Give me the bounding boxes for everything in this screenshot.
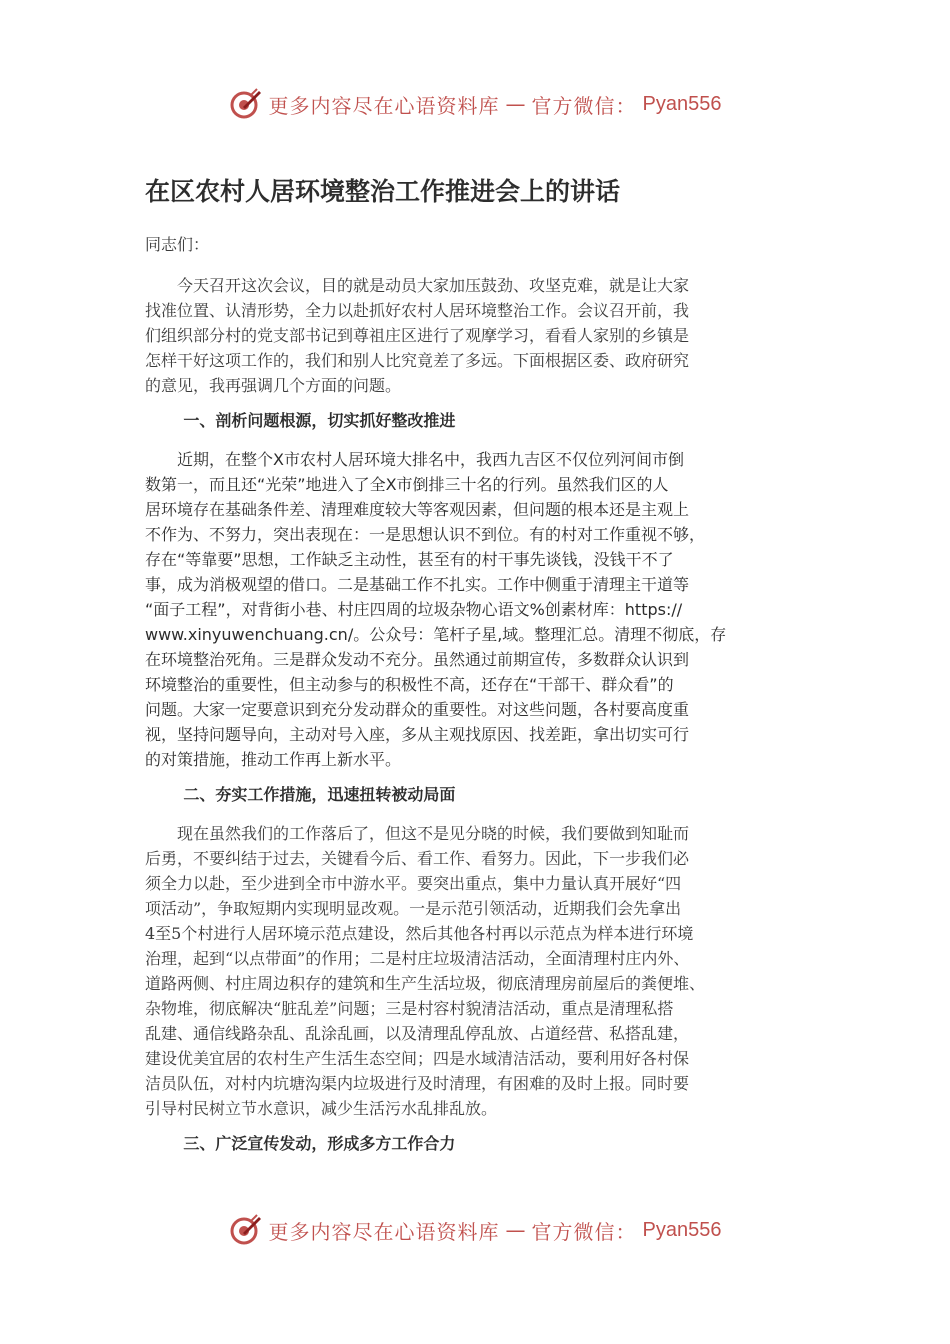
intro-line: 的意见，我再强调几个方面的问题。 <box>145 376 402 395</box>
watermark-separator: — <box>505 92 526 116</box>
section1-line: 不作为、不努力，突出表现在：一是思想认识不到位。有的村对工作重视不够， <box>145 525 706 544</box>
section1-line: 环境整治的重要性，但主动参与的积极性不高，还存在“干部干、群众看”的 <box>145 675 674 694</box>
section2-line: 道路两侧、村庄周边积存的建筑和生产生活垃圾，彻底清理房前屋后的粪便堆、 <box>145 974 706 993</box>
watermark-text: 更多内容尽在心语资料库 <box>268 93 500 118</box>
section-heading-3: 三、广泛宣传发动，形成多方工作合力 <box>183 1134 456 1153</box>
watermark-label: 官方微信： <box>531 93 637 118</box>
section2-line: 后勇，不要纠结于过去，关键看今后、看工作、看努力。因此，下一步我们必 <box>145 849 690 868</box>
section2-line: 治理，起到“以点带面”的作用；二是村庄垃圾清洁活动，全面清理村庄内外、 <box>145 949 690 968</box>
intro-line: 怎样干好这项工作的，我们和别人比究竟差了多远。下面根据区委、政府研究 <box>145 351 690 370</box>
section1-line: “面子工程”，对背街小巷、村庄四周的垃圾杂物心语文%创素材库：https:// <box>145 600 683 619</box>
section1-line: www.xinyuwenchuang.cn/。公众号：笔杆子星,域。整理汇总。清理不彻底，存 <box>145 625 727 644</box>
section-heading-1: 一、剖析问题根源，切实抓好整改推进 <box>183 411 456 430</box>
watermark-text: 更多内容尽在心语资料库 <box>268 1219 500 1244</box>
section2-paragraph <box>145 821 807 1121</box>
intro-line: 找准位置、认清形势，全力以赴抓好农村人居环境整治工作。会议召开前，我 <box>145 301 690 320</box>
intro-line: 今天召开这次会议，目的就是动员大家加压鼓劲、攻坚克难，就是让大家 <box>177 276 690 295</box>
section1-line: 在环境整治死角。三是群众发动不充分。虽然通过前期宣传，多数群众认识到 <box>145 650 690 669</box>
section1-line: 居环境存在基础条件差、清理难度较大等客观因素，但问题的根本还是主观上 <box>145 500 690 519</box>
section2-line: 项活动”，争取短期内实现明显改观。一是示范引领活动，近期我们会先拿出 <box>145 899 682 918</box>
section1-line: 问题。大家一定要意识到充分发动群众的重要性。对这些问题，各村要高度重 <box>145 700 690 719</box>
section2-line: 建设优美宜居的农村生产生活生态空间；四是水域清洁活动，要利用好各村保 <box>145 1049 690 1068</box>
section1-line: 存在“等靠要”思想，工作缺乏主动性，甚至有的村干事先谈钱，没钱干不了 <box>145 550 674 569</box>
section2-line: 洁员队伍，对村内坑塘沟渠内垃圾进行及时清理，有困难的及时上报。同时要 <box>145 1074 690 1093</box>
section1-line: 近期，在整个X市农村人居环境大排名中，我西九吉区不仅位列河间市倒 <box>177 450 684 469</box>
section2-line: 4至5个村进行人居环境示范点建设，然后其他各村再以示范点为样本进行环境 <box>145 924 694 943</box>
greeting: 同志们： <box>145 235 210 254</box>
intro-line: 们组织部分村的党支部书记到尊祖庄区进行了观摩学习，看看人家别的乡镇是 <box>145 326 690 345</box>
watermark-wechat-id: Pyan556 <box>642 1218 722 1241</box>
watermark-label: 官方微信： <box>531 1219 637 1244</box>
section1-line: 的对策措施，推动工作再上新水平。 <box>145 750 402 769</box>
section2-line: 乱建、通信线路杂乱、乱涂乱画，以及清理乱停乱放、占道经营、私搭乱建， <box>145 1024 690 1043</box>
section2-line: 现在虽然我们的工作落后了，但这不是见分晓的时候，我们要做到知耻而 <box>177 824 690 843</box>
section1-line: 视，坚持问题导向，主动对号入座，多从主观找原因、找差距，拿出切实可行 <box>145 725 690 744</box>
section2-line: 引导村民树立节水意识，减少生活污水乱排乱放。 <box>145 1099 498 1118</box>
section1-line: 数第一，而且还“光荣”地进入了全X市倒排三十名的行列。虽然我们区的人 <box>145 475 669 494</box>
document-body <box>145 172 807 1170</box>
header-watermark <box>0 84 950 124</box>
watermark-separator: — <box>505 1218 526 1242</box>
section2-line: 杂物堆，彻底解决“脏乱差”问题；三是村容村貌清洁活动，重点是清理私搭 <box>145 999 674 1018</box>
footer-watermark <box>0 1210 950 1250</box>
quill-logo-icon <box>229 87 263 121</box>
section-heading-2: 二、夯实工作措施，迅速扭转被动局面 <box>183 785 456 804</box>
section2-line: 须全力以赴，至少进到全市中游水平。要突出重点，集中力量认真开展好“四 <box>145 874 682 893</box>
document-title: 在区农村人居环境整治工作推进会上的讲话 <box>145 177 621 206</box>
section1-paragraph <box>145 447 807 772</box>
intro-paragraph <box>145 273 807 398</box>
watermark-wechat-id: Pyan556 <box>642 92 722 115</box>
quill-logo-icon <box>229 1213 263 1247</box>
section1-line: 事，成为消极观望的借口。二是基础工作不扎实。工作中侧重于清理主干道等 <box>145 575 690 594</box>
